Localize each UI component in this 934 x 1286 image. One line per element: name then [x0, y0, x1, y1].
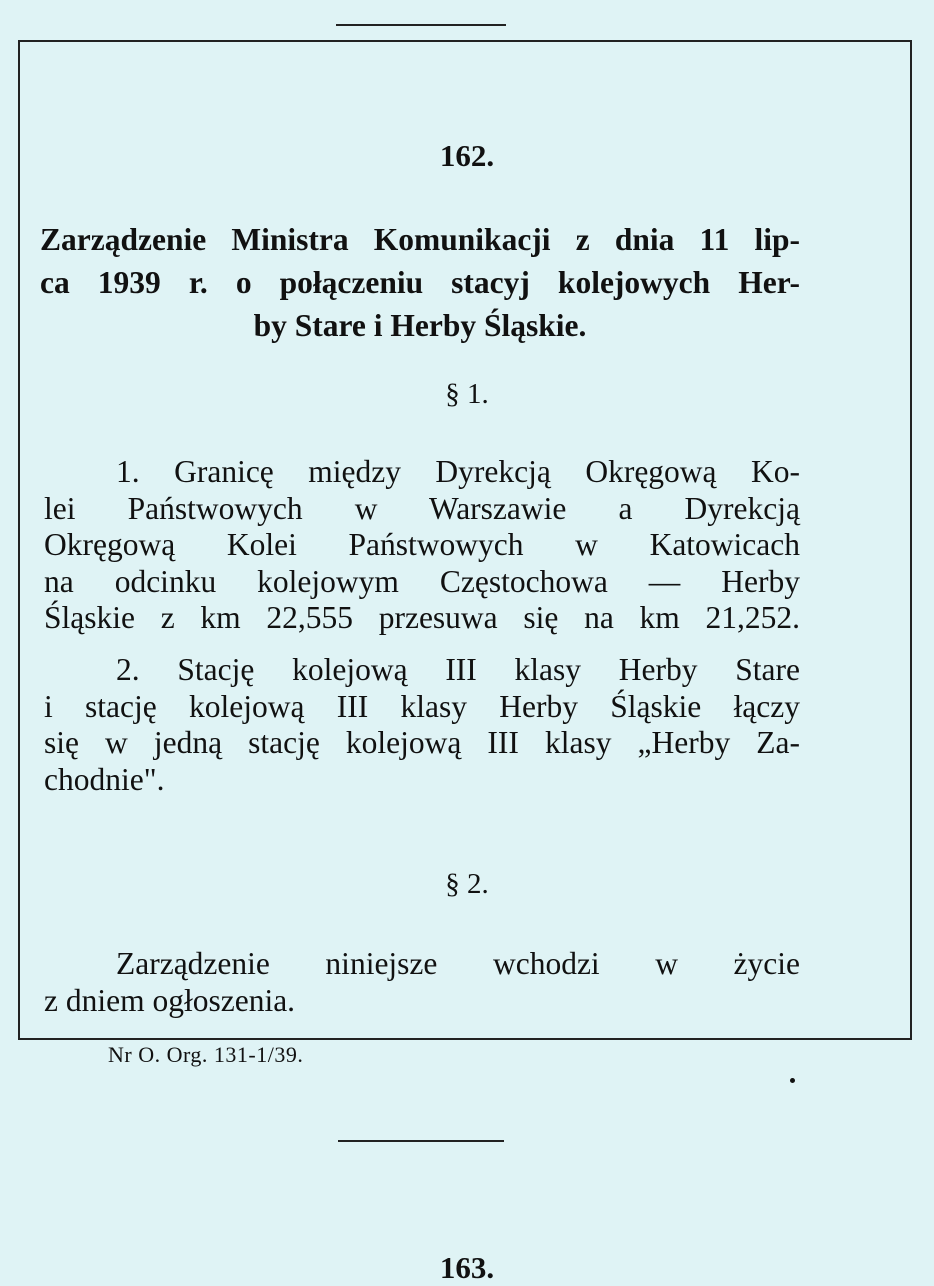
title-line: ca 1939 r. o połączeniu stacyj kolejowych Her- [40, 265, 800, 300]
section-2-paragraph [44, 946, 800, 1019]
section-1-paragraph-1 [44, 454, 800, 637]
bottom-divider [338, 1140, 504, 1142]
title-line: by Stare i Herby Śląskie. [253, 308, 587, 343]
section-2-heading: § 2. [445, 868, 489, 900]
ink-speck [790, 1078, 795, 1083]
paragraph-line: lei Państwowych w Warszawie a Dyrekcją [44, 490, 800, 526]
next-document-number: 163. [439, 1250, 495, 1285]
section-1-paragraph-2 [44, 652, 800, 798]
reference-number: Nr O. Org. 131-1/39. [108, 1042, 304, 1067]
paragraph-line: 1. Granicę między Dyrekcją Okręgową Ko- [116, 454, 800, 489]
paragraph-line: 2. Stację kolejową III klasy Herby Stare [116, 652, 800, 687]
paragraph-line: Okręgową Kolei Państwowych w Katowicach [44, 527, 800, 562]
paragraph-line: się w jedną stację kolejową III klasy „Herby Za- [44, 725, 800, 760]
paragraph-line: z dniem ogłoszenia. [44, 982, 296, 1018]
title-line: Zarządzenie Ministra Komunikacji z dnia 11 lip- [40, 222, 800, 257]
section-1-heading: § 1. [445, 378, 489, 410]
top-divider [336, 24, 506, 26]
paragraph-line: i stację kolejową III klasy Herby Śląskie łączy [44, 688, 800, 724]
paragraph-line: Zarządzenie niniejsze wchodzi w życie [116, 946, 800, 981]
paragraph-line: Śląskie z km 22,555 przesuwa się na km 21,252. [44, 600, 800, 635]
document-title [40, 218, 800, 347]
paragraph-line: chodnie". [44, 761, 165, 797]
paragraph-line: na odcinku kolejowym Częstochowa — Herby [44, 563, 800, 599]
document-number: 162. [439, 138, 495, 173]
